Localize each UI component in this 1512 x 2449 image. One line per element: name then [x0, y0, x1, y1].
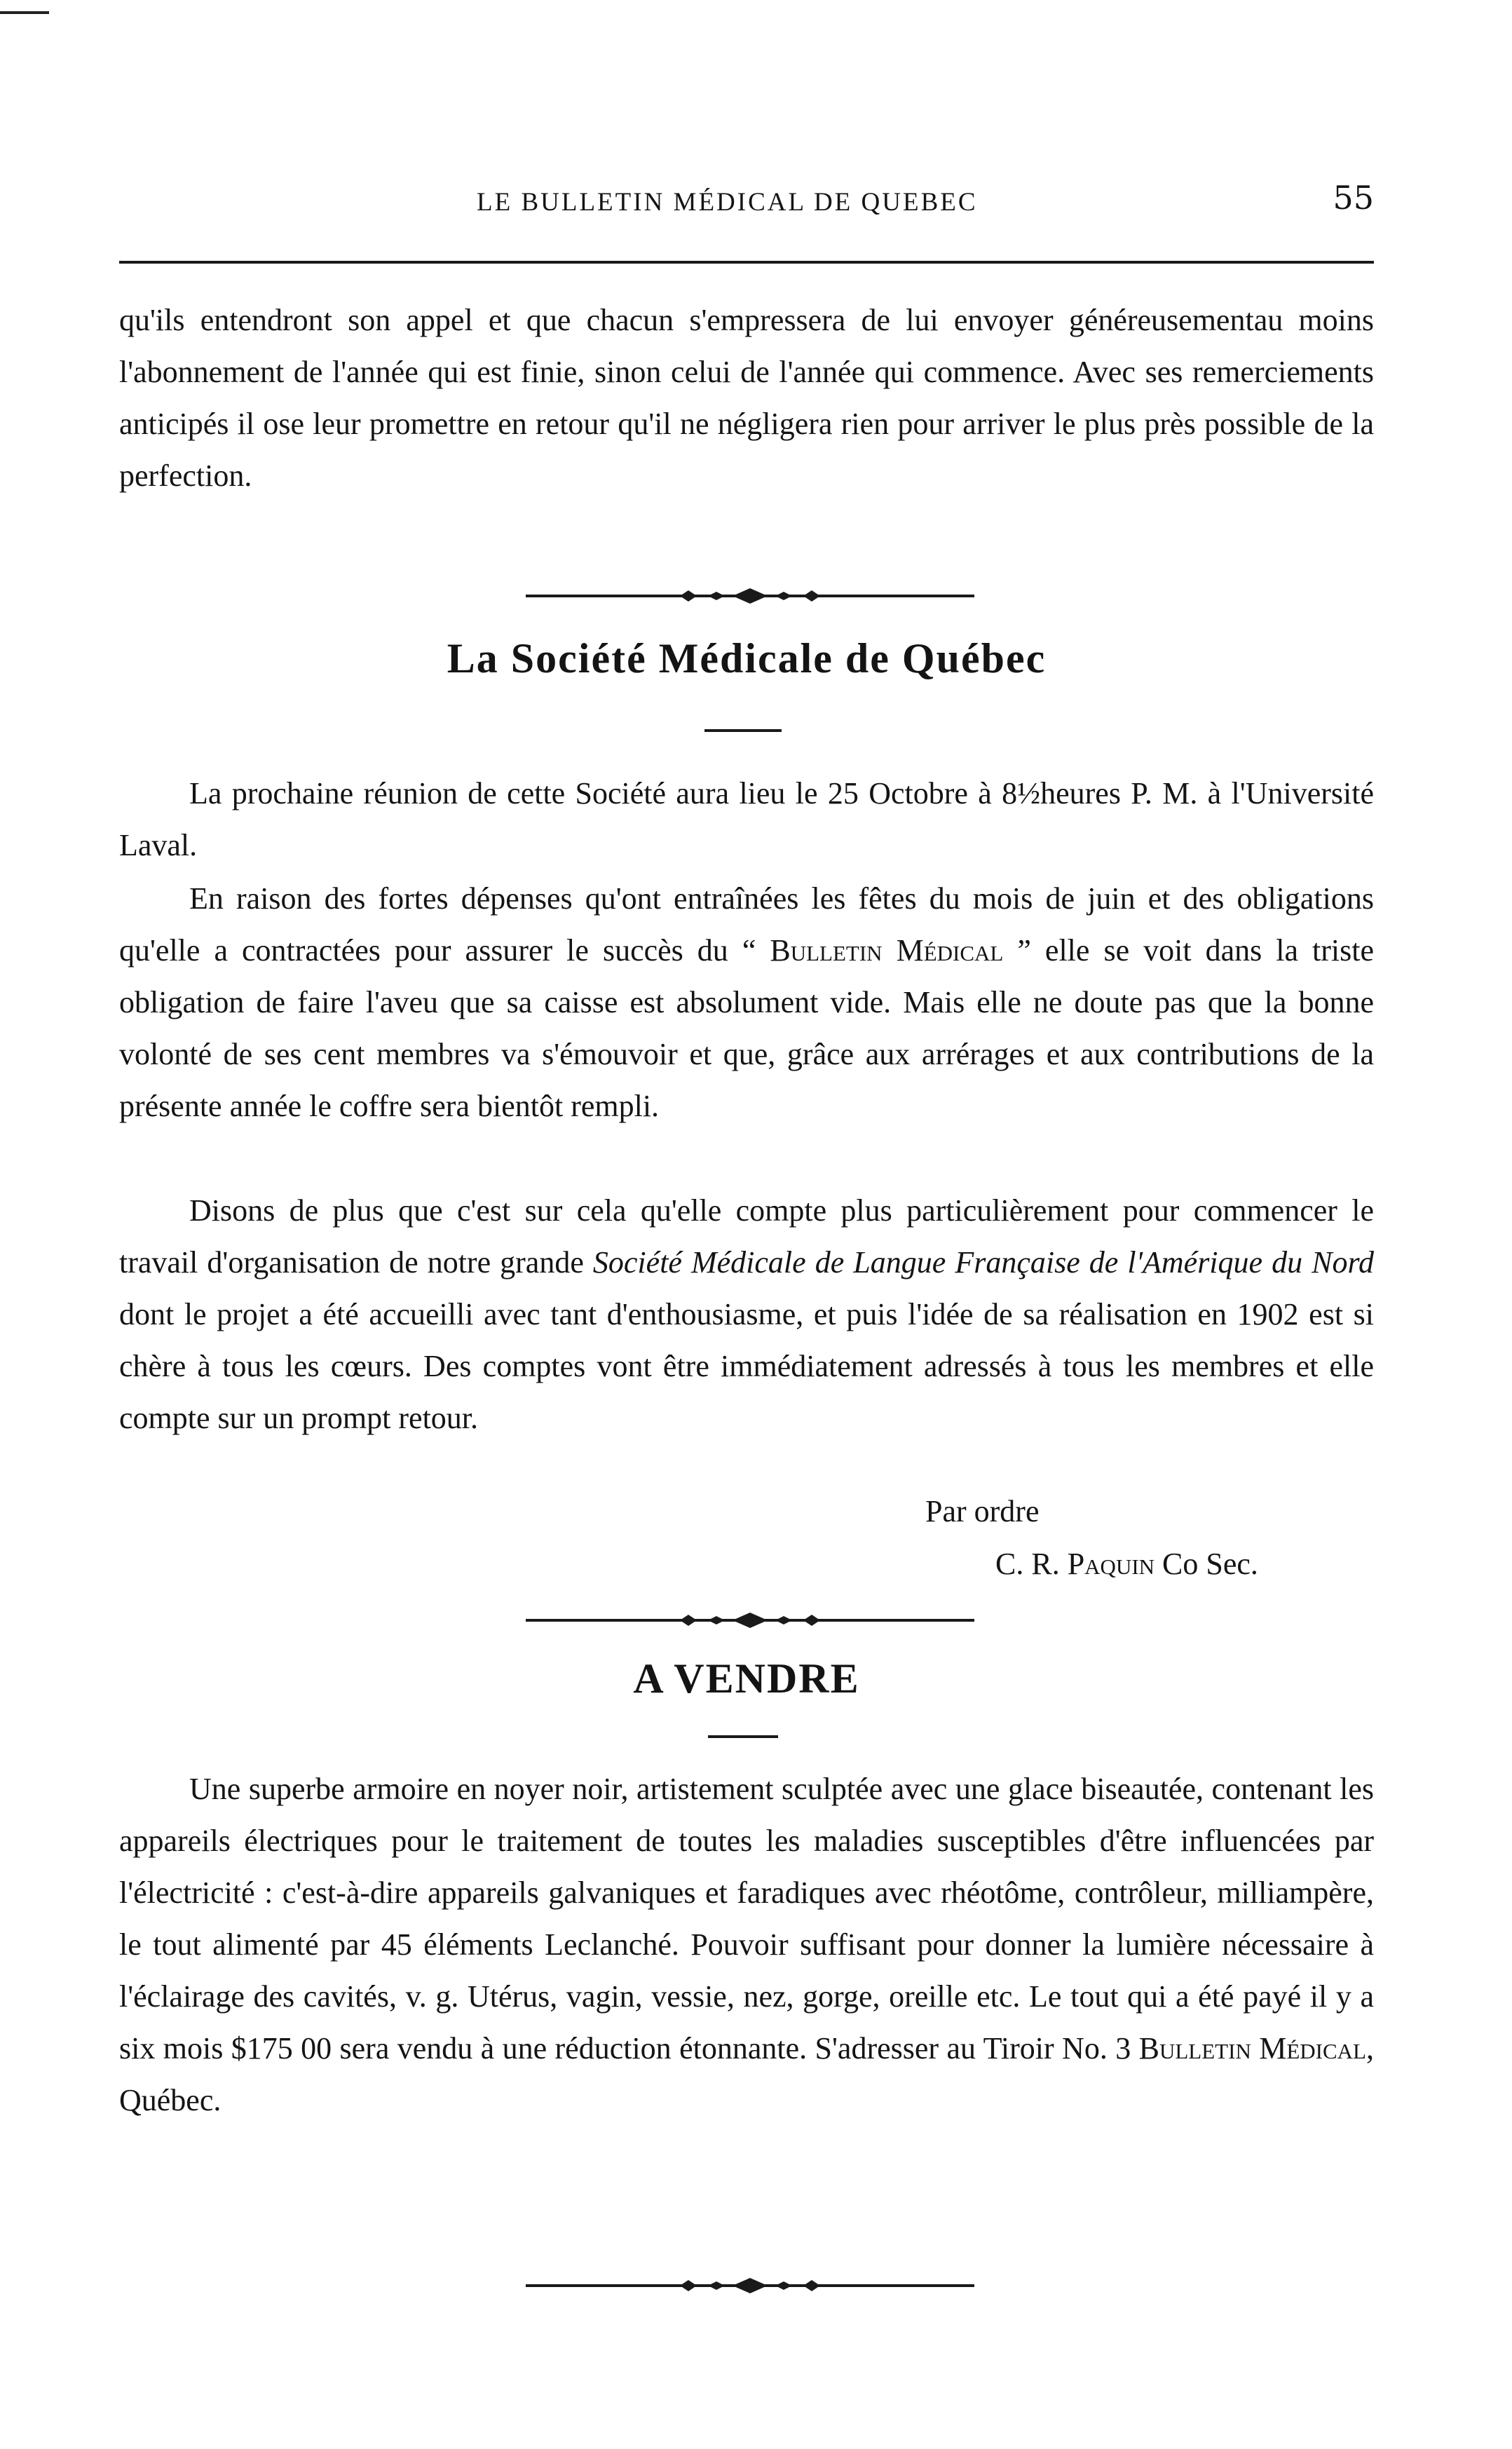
- page-number: 55: [1333, 179, 1374, 217]
- societe-paragraph-3-text-cont: dont le projet a été accueilli avec tant d'enthousiasme, et puis l'idée de sa réalisation en 1902 est si chère à tous les cœurs. Des comptes vont être immédiatement adressés à tous les membres et elle compte sur un prompt retour.: [119, 1297, 1374, 1435]
- societe-paragraph-3: [119, 1185, 1374, 1444]
- intro-paragraph: qu'ils entendront son appel et que chacun s'empressera de lui envoyer généreusementau moins l'abonnement de l'année qui est finie, sinon celui de l'année qui commence. Avec ses remerciements anticipés il ose leur promettre en retour qu'il ne négligera rien pour arriver le plus près possible de la perfection.: [119, 303, 1374, 493]
- signature-name: Paquin: [1067, 1547, 1155, 1581]
- signature-initials: C. R.: [995, 1547, 1068, 1581]
- running-title: LE BULLETIN MÉDICAL DE QUEBEC: [477, 188, 978, 217]
- signature: [995, 1546, 1258, 1582]
- page-header: [119, 179, 1374, 228]
- signature-role: Co Sec.: [1155, 1547, 1258, 1581]
- societe-paragraph-2: [119, 873, 1374, 1132]
- scan-corner-mark: [0, 11, 49, 14]
- header-rule: [119, 261, 1374, 264]
- vendre-title: A VENDRE: [633, 1655, 860, 1702]
- vendre-paragraph-text-cont: , Québec.: [119, 2031, 1374, 2117]
- bulletin-medical-name: Bulletin Médical: [770, 933, 1004, 968]
- vendre-paragraph: [119, 1763, 1374, 2126]
- ornament-divider-3: [526, 2275, 974, 2296]
- societe-paragraph-2-text: En raison des fortes dépenses qu'ont entraînées les fêtes du mois de juin et des obligations qu'elle a contractées pour assurer le succès du “: [119, 881, 1374, 968]
- societe-title: La Société Médicale de Québec: [447, 635, 1047, 681]
- ornament-divider-2: [526, 1610, 974, 1631]
- societe-medicale-name: Société Médicale de Langue Française de l'Amérique du Nord: [592, 1245, 1374, 1280]
- par-ordre: Par ordre: [925, 1494, 1040, 1528]
- ornament-divider-1: [526, 585, 974, 606]
- societe-paragraph-1: La prochaine réunion de cette Société aura lieu le 25 Octobre à 8½heures P. M. à l'Université Laval.: [119, 776, 1374, 862]
- bulletin-medical-address: Bulletin Médical: [1138, 2031, 1366, 2065]
- societe-paragraph-3-text: Disons de plus que c'est sur cela qu'elle compte plus particulièrement pour commencer le travail d'organisation de notre grande: [119, 1193, 1374, 1280]
- societe-title-rule: [704, 729, 782, 732]
- vendre-title-rule: [708, 1735, 778, 1738]
- societe-paragraph-2-text-cont: ” elle se voit dans la triste obligation de faire l'aveu que sa caisse est absolument vide. Mais elle ne doute pas que la bonne volonté de ses cent membres va s'émouvoir et que, grâce aux arrérages et aux contributions de la présente année le coffre sera bientôt rempli.: [119, 933, 1374, 1123]
- vendre-paragraph-text: Une superbe armoire en noyer noir, artistement sculptée avec une glace biseautée, contenant les appareils électriques pour le traitement de toutes les maladies susceptibles d'être influencées par l'électricité : c'est-à-dire appareils galvaniques et faradiques avec rhéotôme, contrôleur, milliampère, le tout alimenté par 45 éléments Leclanché. Pouvoir suffisant pour donner la lumière nécessaire à l'éclairage des cavités, v. g. Utérus, vagin, vessie, nez, gorge, oreille etc. Le tout qui a été payé il y a six mois $175 00 sera vendu à une réduction étonnante. S'adresser au Tiroir No. 3: [119, 1772, 1374, 2065]
